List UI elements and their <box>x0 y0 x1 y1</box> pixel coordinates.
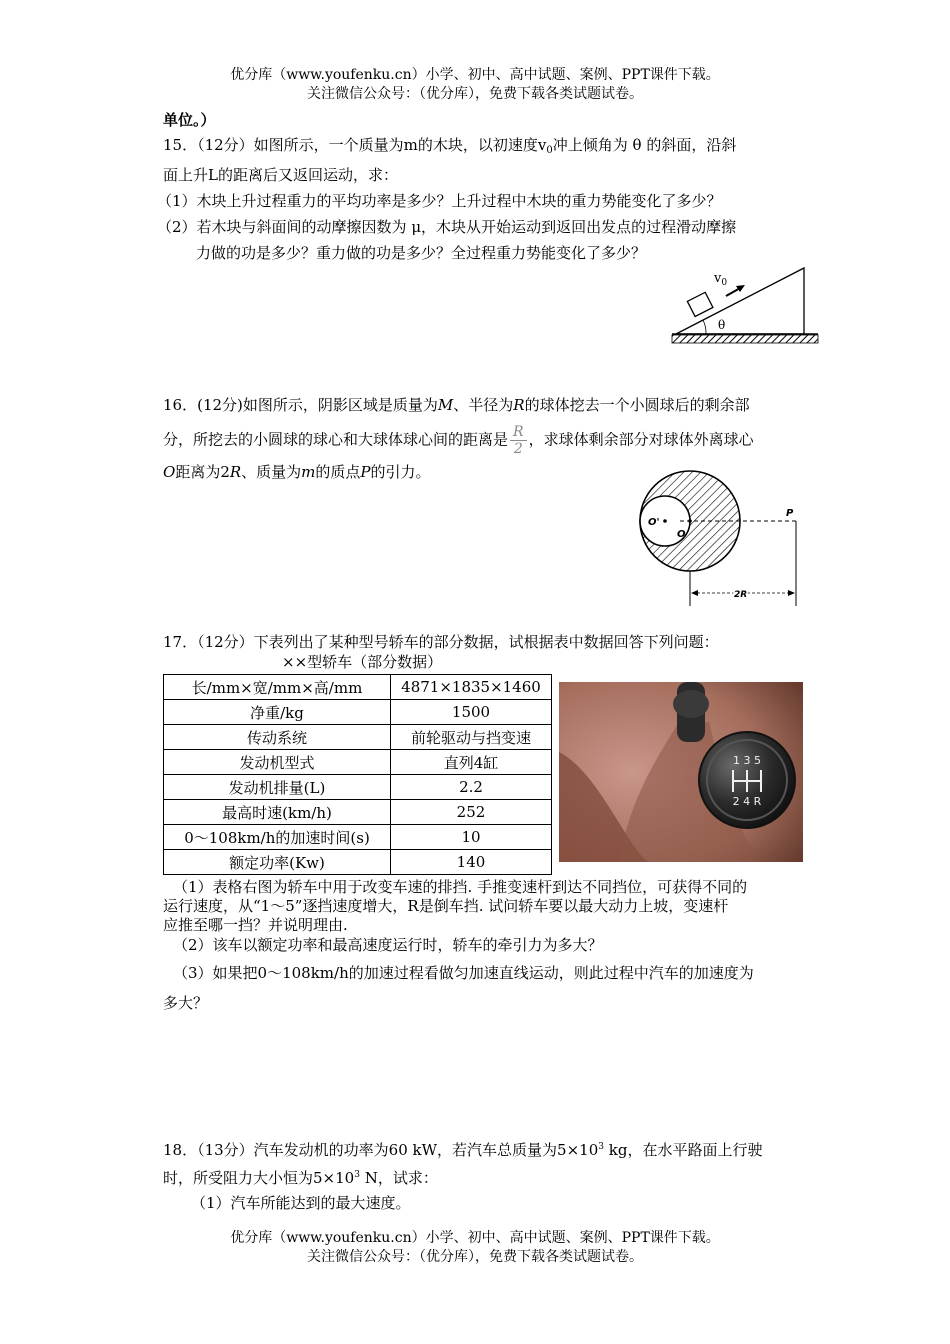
label-p: P <box>786 508 794 519</box>
lever-cap <box>673 690 709 718</box>
distance-arrow-right <box>788 590 795 596</box>
page-header <box>0 66 950 104</box>
table-row: 长/mm×宽/mm×高/mm 4871×1835×1460 <box>164 675 552 700</box>
gear-numbers-top: 1 3 5 <box>733 754 761 767</box>
q18-text: 18．（13分）汽车发动机的功率为60 kW，若汽车总质量为$5\times 10^3$ kg，在水平路面上行驶 时，所受阻力大小恒为$5\times 10^3$ N，试求： （1）汽车所能达到的最大速度。 <box>163 1135 821 1216</box>
label-o: O <box>677 529 686 540</box>
angle-label: θ <box>718 318 726 332</box>
car-spec-table <box>163 674 552 875</box>
q17-part-1b: 运行速度，从“1～5”逐挡速度增大，R是倒车挡. 试问轿车要以最大动力上坡，变速杆 <box>163 897 729 915</box>
table-row: 发动机排量(L) 2.2 <box>164 775 552 800</box>
incline-diagram <box>668 262 823 346</box>
sphere-diagram <box>630 466 810 612</box>
q17-part-2: （2）该车以额定功率和最高速度运行时，轿车的牵引力为多大？ <box>173 936 603 954</box>
q17-part-1c: 应推至哪一挡？并说明理由. <box>163 916 348 934</box>
table-row: 发动机型式 直列4缸 <box>164 750 552 775</box>
fraction-r-over-2: $\frac{R}{2}$ <box>510 424 527 457</box>
header-line-1: 优分库（www.youfenku.cn）小学、初中、高中试题、案例、PPT课件下载。 <box>230 67 720 83</box>
block <box>687 292 713 316</box>
q17-parts <box>163 878 821 955</box>
table-row: 传动系统 前轮驱动与挡变速 <box>164 725 552 750</box>
q15-part-2a: （2）若木块与斜面间的动摩擦因数为 μ，木块从开始运动到返回出发点的过程滑动摩擦 <box>157 218 737 236</box>
table-row: 最高时速(km/h) 252 <box>164 800 552 825</box>
label-2r: 2R <box>734 590 748 600</box>
header-line-2: 关注微信公众号：（优分库），免费下载各类试题试卷。 <box>307 86 643 102</box>
page-footer <box>0 1229 950 1267</box>
angle-arc <box>703 320 706 334</box>
distance-arrow-left <box>691 590 698 596</box>
velocity-label: $v_0$ <box>714 271 728 288</box>
ground-hatch <box>672 335 818 343</box>
label-o-prime: O' <box>648 517 660 528</box>
q17-intro: 17．（12分）下表列出了某种型号轿车的部分数据，试根据表中数据回答下列问题： <box>163 633 719 651</box>
gear-numbers-bottom: 2 4 R <box>732 795 762 808</box>
q17-part-1a: （1）表格右图为轿车中用于改变车速的排挡. 手推变速杆到达不同挡位，可获得不同的 <box>173 878 748 896</box>
table-row: 净重/kg 1500 <box>164 700 552 725</box>
gear-shift-photo <box>559 682 803 862</box>
center-o-dot <box>688 519 692 523</box>
table-row: 0～108km/h的加速时间(s) 10 <box>164 825 552 850</box>
q15-part-2b: 力做的功是多少？重力做的功是多少？全过程重力势能变化了多少？ <box>196 244 647 262</box>
table-row: 额定功率(Kw) 140 <box>164 850 552 875</box>
top-fragment: 单位。） <box>163 111 216 129</box>
q16-text: 16．(12分)如图所示，阴影区域是质量为M、半径为R的球体挖去一个小圆球后的剩余部 分，所挖去的小圆球的球心和大球体球心间的距离是 $\frac{R}{2}$ ，求球体剩余部分对球体外离球心 O距离为2R、质量为m的质点P的引力。 <box>163 396 754 481</box>
center-o-prime-dot <box>663 519 667 523</box>
q17-part-3: （3）如果把0～108km/h的加速过程看做匀加速直线运动，则此过程中汽车的加速度为 多大？ <box>163 964 754 1012</box>
footer-line-1: 优分库（www.youfenku.cn）小学、初中、高中试题、案例、PPT课件下载。 <box>230 1230 720 1246</box>
q15-part-1: （1）木块上升过程重力的平均功率是多少？上升过程中木块的重力势能变化了多少？ <box>157 192 722 210</box>
footer-line-2: 关注微信公众号：（优分库），免费下载各类试题试卷。 <box>307 1249 643 1265</box>
q15-text: 15．（12分）如图所示，一个质量为m的木块，以初速度$v_0$冲上倾角为 θ 的斜面，沿斜 面上升L的距离后又返回运动，求： （1）木块上升过程重力的平均功率是多少？上升过程中木块的重力势能变化了多少？ （2）若木块与斜面间的动摩擦因数为 μ，木块从开始运动到返回出发点的过程滑动摩擦 力做的功是多少？重力做的功是多少？全过程重力势能变化了多少？ <box>163 133 821 265</box>
table-title: ××型轿车（部分数据） <box>282 653 443 671</box>
q18-part-1: （1）汽车所能达到的最大速度。 <box>191 1194 411 1212</box>
